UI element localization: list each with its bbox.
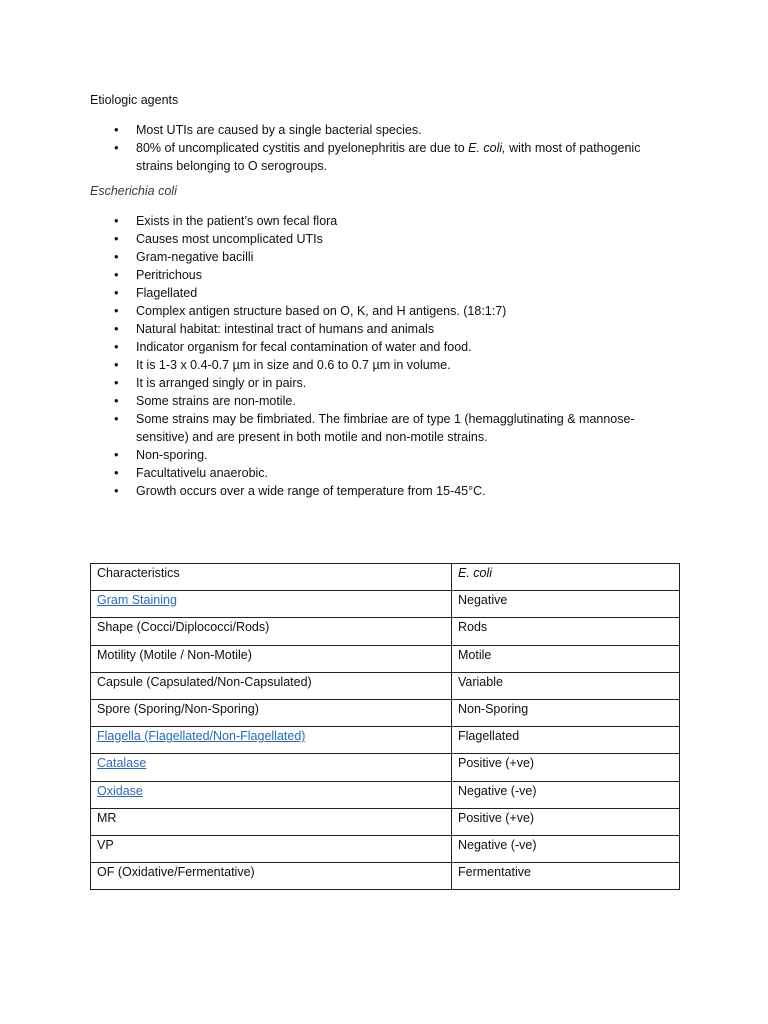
list-item: • Gram-negative bacilli — [90, 248, 660, 266]
table-cell-label: MR — [91, 808, 452, 835]
table-cell-value: Flagellated — [452, 727, 680, 754]
table-cell-value: Negative (-ve) — [452, 835, 680, 862]
table-cell-value: Positive (+ve) — [452, 808, 680, 835]
list-item: • Peritrichous — [90, 266, 660, 284]
list-item: • Exists in the patient’s own fecal flora — [90, 212, 660, 230]
characteristics-table — [90, 563, 680, 890]
table-cell-value: Fermentative — [452, 863, 680, 890]
table-cell-value: Positive (+ve) — [452, 754, 680, 781]
table-row — [91, 672, 680, 699]
table-row — [91, 618, 680, 645]
catalase-link[interactable]: Catalase — [97, 756, 147, 771]
list-item: • Causes most uncomplicated UTIs — [90, 230, 660, 248]
table-cell-value: Rods — [452, 618, 680, 645]
table-row — [91, 781, 680, 808]
table-cell-label: Motility (Motile / Non-Motile) — [91, 645, 452, 672]
table-cell-label: Spore (Sporing/Non-Sporing) — [91, 699, 452, 726]
section-heading: Etiologic agents — [90, 93, 179, 107]
table-row — [91, 863, 680, 890]
table-row — [91, 754, 680, 781]
organism-subheading: Escherichia coli — [90, 184, 177, 198]
list-item: • Facultativelu anaerobic. — [90, 464, 660, 482]
table-cell-value: Negative (-ve) — [452, 781, 680, 808]
bullet-text-continued: with most of pathogenic strains belonging to O serogroups. — [136, 141, 641, 173]
table-cell-value: Negative — [452, 591, 680, 618]
table-cell-label: Capsule (Capsulated/Non-Capsulated) — [91, 672, 452, 699]
list-item: • Flagellated — [90, 284, 660, 302]
table-row — [91, 727, 680, 754]
list-item: • Indicator organism for fecal contamination of water and food. — [90, 338, 660, 356]
table-row — [91, 835, 680, 862]
flagella-link[interactable]: Flagella (Flagellated/Non-Flagellated) — [97, 729, 306, 744]
table-cell-value: Motile — [452, 645, 680, 672]
species-name: E. coli, — [468, 141, 506, 155]
list-item: • Some strains may be fimbriated. The fimbriae are of type 1 (hemagglutinating & mannose-sensitive) and are present in both motile and non-motile strains. — [90, 410, 660, 446]
table-cell-value: Variable — [452, 672, 680, 699]
oxidase-link[interactable]: Oxidase — [97, 783, 143, 798]
list-item: • Non-sporing. — [90, 446, 660, 464]
bullet-text: Most UTIs are caused by a single bacterial species. — [136, 123, 422, 137]
list-item: • Complex antigen structure based on O, K, and H antigens. (18:1:7) — [90, 302, 660, 320]
list-item: • Natural habitat: intestinal tract of humans and animals — [90, 320, 660, 338]
table-row — [91, 808, 680, 835]
list-item: • It is arranged singly or in pairs. — [90, 374, 660, 392]
header-ecoli: E. coli — [452, 564, 680, 591]
table-header-row — [91, 564, 680, 591]
list-item: • Growth occurs over a wide range of temperature from 15-45°C. — [90, 482, 660, 500]
list-item — [90, 139, 660, 175]
table-cell-label: OF (Oxidative/Fermentative) — [91, 863, 452, 890]
bullet-text: 80% of uncomplicated cystitis and pyelonephritis are due to — [136, 141, 469, 155]
table-row — [91, 591, 680, 618]
list-item — [90, 121, 660, 139]
list-item: • It is 1-3 x 0.4-0.7 µm in size and 0.6 to 0.7 µm in volume. — [90, 356, 660, 374]
table-cell-value: Non-Sporing — [452, 699, 680, 726]
table-cell-label: VP — [91, 835, 452, 862]
intro-bullet-list — [90, 121, 660, 175]
header-characteristics: Characteristics — [91, 564, 452, 591]
table-row — [91, 645, 680, 672]
table-cell-label: Shape (Cocci/Diplococci/Rods) — [91, 618, 452, 645]
ecoli-bullet-list — [90, 212, 660, 500]
list-item: • Some strains are non-motile. — [90, 392, 660, 410]
table-row — [91, 699, 680, 726]
gram-staining-link[interactable]: Gram Staining — [97, 593, 177, 608]
